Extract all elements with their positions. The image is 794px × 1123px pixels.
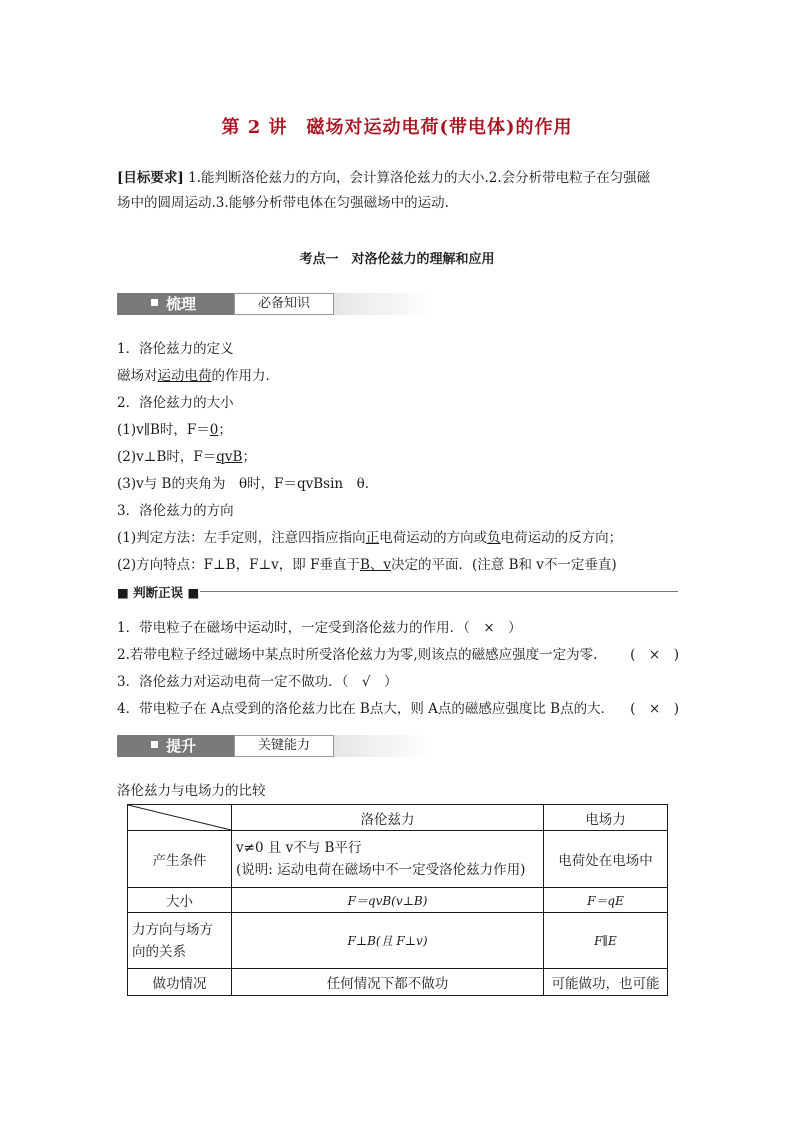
compare-title: 洛伦兹力与电场力的比较 <box>117 783 266 799</box>
goals-line-2: 场中的圆周运动.3.能够分析带电体在匀强磁场中的运动. <box>117 195 449 211</box>
table-row <box>128 888 668 913</box>
row-name: 产生条件 <box>128 831 232 888</box>
judge-item-1: 1．带电粒子在磁场中运动时，一定受到洛伦兹力的作用．（ × ） <box>117 620 522 636</box>
magnitude-case-1: (1)v∥B时，F＝0； <box>117 422 232 438</box>
magnitude-case-3: (3)v与 B的夹角为 θ时，F＝qvBsin θ． <box>117 476 379 492</box>
section-band-review <box>117 293 431 315</box>
band-label: 梳理 <box>117 293 234 315</box>
electric-cell: 电荷处在电场中 <box>544 831 668 888</box>
knowledge-heading-3: 3．洛伦兹力的方向 <box>117 503 234 519</box>
lorentz-cell: F⊥B(且 F⊥v) <box>232 913 544 969</box>
answer-mark: ( × ) <box>630 647 679 663</box>
electric-cell: F∥E <box>544 913 668 969</box>
table-row <box>128 831 668 888</box>
blank-answer: qvB <box>216 449 243 465</box>
page-title: 第 2 讲 磁场对运动电荷(带电体)的作用 <box>221 117 573 138</box>
header-diagonal-cell <box>128 805 232 831</box>
judge-divider <box>200 591 678 592</box>
blank-answer: 运动电荷 <box>157 368 212 384</box>
blank-answer: 负 <box>487 530 501 546</box>
goals-line-1: 1.能判断洛伦兹力的方向，会计算洛伦兹力的大小.2.会分析带电粒子在匀强磁 <box>183 170 651 186</box>
square-icon <box>151 741 158 748</box>
section-band-improve <box>117 735 431 757</box>
table-header-row <box>128 805 668 831</box>
row-name: 大小 <box>128 888 232 913</box>
direction-feature: (2)方向特点：F⊥B，F⊥v，即 F垂直于B、v决定的平面．(注意 B和 v不一定垂直) <box>117 557 617 573</box>
band-subtitle: 必备知识 <box>234 293 334 315</box>
answer-mark: ( × ) <box>630 701 679 717</box>
magnitude-case-2: (2)v⊥B时，F＝qvB； <box>117 449 256 465</box>
knowledge-heading-2: 2．洛伦兹力的大小 <box>117 395 234 411</box>
learning-goals <box>117 166 677 216</box>
comparison-table <box>127 804 668 996</box>
direction-rule: (1)判定方法：左手定则，注意四指应指向正电荷运动的方向或负电荷运动的反方向； <box>117 530 623 546</box>
section-heading: 考点一 对洛伦兹力的理解和应用 <box>299 252 495 267</box>
judge-item-2: 2.若带电粒子经过磁场中某点时所受洛伦兹力为零,则该点的磁感应强度一定为零. ( × ) <box>117 643 679 663</box>
lorentz-cell: F＝qvB(v⊥B) <box>232 888 544 913</box>
judge-item-3: 3．洛伦兹力对运动电荷一定不做功．（ √ ） <box>117 674 398 690</box>
electric-cell: F＝qE <box>544 888 668 913</box>
lorentz-cell: v≠0 且 v不与 B平行 (说明: 运动电荷在磁场中不一定受洛伦兹力作用) <box>232 831 544 888</box>
blank-answer: 正 <box>365 530 380 546</box>
row-name: 做功情况 <box>128 969 232 996</box>
band-label: 提升 <box>117 735 234 757</box>
header-lorentz: 洛伦兹力 <box>232 805 544 831</box>
table-row <box>128 969 668 996</box>
judge-item-4: 4．带电粒子在 A点受到的洛伦兹力比在 B点大，则 A点的磁感应强度比 B点的大． ( × ) <box>117 697 679 717</box>
square-icon <box>151 299 158 306</box>
table-row <box>128 913 668 969</box>
electric-cell: 可能做功，也可能 <box>544 969 668 996</box>
row-name: 力方向与场方 向的关系 <box>128 913 232 969</box>
definition-line: 磁场对运动电荷的作用力． <box>117 368 279 384</box>
blank-answer: B、v <box>359 557 392 573</box>
goals-tag: [目标要求] <box>117 170 184 186</box>
lorentz-cell: 任何情况下都不做功 <box>232 969 544 996</box>
judge-heading: ■ 判断正误 ■ <box>117 585 200 600</box>
band-subtitle: 关键能力 <box>234 735 334 757</box>
header-electric: 电场力 <box>544 805 668 831</box>
knowledge-heading-1: 1．洛伦兹力的定义 <box>117 341 234 357</box>
blank-answer: 0 <box>209 422 219 438</box>
